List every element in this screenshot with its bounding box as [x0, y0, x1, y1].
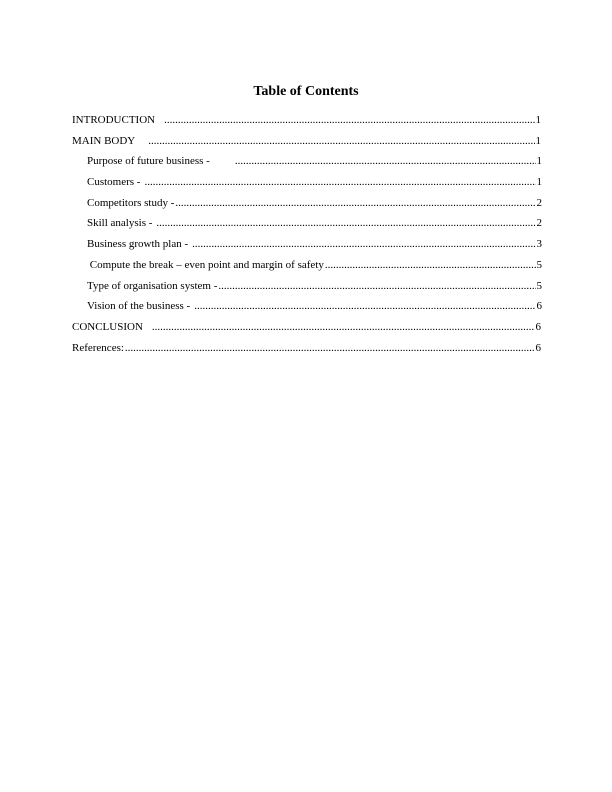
toc-entry-label: Compute the break – even point and margin of safety — [87, 258, 324, 271]
toc-entry-label: Business growth plan - — [87, 238, 189, 251]
toc-entry-references[interactable] — [72, 342, 541, 363]
toc-dot-leader — [152, 321, 535, 334]
toc-entry-label: Skill analysis - — [87, 217, 153, 230]
toc-entry-purpose[interactable] — [72, 155, 542, 176]
toc-entry-growth-plan[interactable] — [72, 238, 542, 259]
toc-entry-competitors[interactable] — [72, 197, 542, 218]
toc-dot-leader — [218, 280, 535, 293]
toc-entry-customers[interactable] — [72, 176, 542, 197]
toc-dot-leader — [164, 114, 534, 127]
toc-dot-leader — [148, 135, 534, 148]
toc-entry-page: 1 — [536, 155, 542, 168]
toc-entry-page: 5 — [536, 258, 542, 271]
toc-dot-leader — [125, 342, 535, 355]
toc-entry-page: 1 — [535, 134, 541, 147]
toc-entry-label: Competitors study - — [87, 196, 175, 209]
toc-entry-conclusion[interactable] — [72, 321, 541, 342]
toc-entry-label: References: — [72, 341, 124, 354]
toc-title: Table of Contents — [253, 84, 359, 99]
toc-entry-page: 6 — [536, 300, 542, 313]
toc-dot-leader — [144, 176, 535, 189]
toc-dot-leader — [175, 197, 535, 210]
toc-entry-label: Customers - — [87, 176, 141, 189]
toc-entry-label: Type of organisation system - — [87, 279, 218, 292]
toc-dot-leader — [325, 259, 536, 272]
toc-dot-leader — [235, 155, 536, 168]
toc-entry-label: Vision of the business - — [87, 300, 191, 313]
toc-entry-label: CONCLUSION — [72, 320, 143, 333]
toc-entry-page: 6 — [535, 320, 541, 333]
toc-entry-main-body[interactable] — [72, 135, 541, 156]
toc-dot-leader — [156, 217, 535, 230]
toc-entry-vision[interactable] — [72, 300, 542, 321]
toc-entry-skill-analysis[interactable] — [72, 217, 542, 238]
toc-entry-page: 2 — [536, 196, 542, 209]
toc-entry-page: 1 — [535, 114, 541, 126]
toc-entry-introduction[interactable] — [72, 114, 541, 135]
toc-entry-page: 6 — [535, 341, 541, 354]
toc-entry-page: 5 — [536, 279, 542, 292]
toc-entry-page: 1 — [536, 176, 542, 189]
toc-dot-leader — [194, 300, 535, 313]
toc-entry-organisation-system[interactable] — [72, 280, 542, 301]
toc-dot-leader — [192, 238, 535, 251]
toc-entry-page: 3 — [536, 238, 542, 251]
toc-entry-break-even[interactable] — [72, 259, 542, 280]
toc-entry-label: INTRODUCTION — [72, 114, 156, 126]
toc-entry-label: MAIN BODY — [72, 134, 136, 147]
toc-entry-label: Purpose of future business - — [87, 155, 210, 168]
toc-entry-page: 2 — [536, 217, 542, 230]
toc-list — [72, 114, 541, 362]
